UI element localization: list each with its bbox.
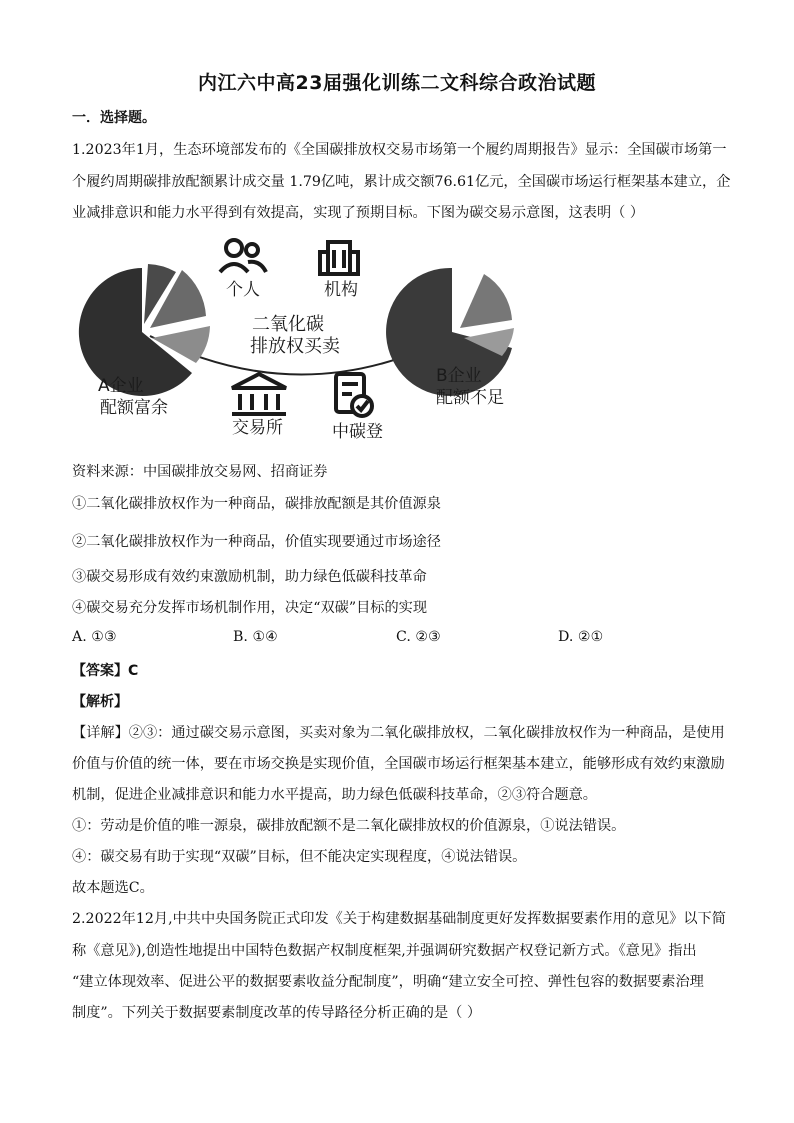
q2-stem-line: “建立体现效率、促进公平的数据要素收益分配制度”，明确“建立安全可控、弹性包容的数据要素治理 [72,974,704,990]
document-check-icon [336,374,372,416]
bank-icon [232,374,286,414]
label-registry: 中碳登 [332,422,383,442]
analysis-heading: 【解析】 [72,694,128,710]
detail-line: 机制，促进企业减排意识和能力水平提高，助力绿色低碳科技革命，②③符合题意。 [72,787,597,803]
label-institution: 机构 [324,280,358,300]
statement-item: ②二氧化碳排放权作为一种商品，价值实现要通过市场途径 [72,534,441,550]
detail-line: 【详解】②③：通过碳交易示意图，买卖对象为二氧化碳排放权，二氧化碳排放权作为一种商品，是使用 [72,725,725,741]
detail-line: ①：劳动是价值的唯一源泉，碳排放配额不是二氧化碳排放权的价值源泉，①说法错误。 [72,818,626,834]
detail-line: ④：碳交易有助于实现“双碳”目标，但不能决定实现程度，④说法错误。 [72,849,527,865]
q2-stem-line: 制度”。下列关于数据要素制度改革的传导路径分析正确的是（ ） [72,1005,482,1021]
q2-stem-line: 称《意见》),创造性地提出中国特色数据产权制度框架,并强调研究数据产权登记新方式。《意见》指出 [72,943,697,959]
statement-item: ③碳交易形成有效约束激励机制，助力绿色低碳科技革命 [72,569,427,585]
section-heading: 一．选择题。 [72,110,156,126]
figure-source: 资料来源：中国碳排放交易网、招商证券 [72,464,328,480]
option-d: D. ②① [558,629,604,645]
q1-stem-line: 业减排意识和能力水平得到有效提高，实现了预期目标。下图为碳交易示意图，这表明（ ） [72,205,645,221]
statement-item: ①二氧化碳排放权作为一种商品，碳排放配额是其价值源泉 [72,496,441,512]
option-c: C. ②③ [396,629,441,645]
detail-line: 价值与价值的统一体，要在市场交换是实现价值，全国碳市场运行框架基本建立，能够形成有效约束激励 [72,756,725,772]
option-a: A. ①③ [72,629,117,645]
detail-line: 故本题选C。 [72,880,154,896]
people-icon [220,240,266,272]
option-b: B. ①④ [233,629,278,645]
page-title: 内江六中高23届强化训练二文科综合政治试题 [198,72,596,94]
answer-line: 【答案】C [72,663,139,679]
q2-stem-line: 2.2022年12月,中共中央国务院正式印发《关于构建数据基础制度更好发挥数据要素作用的意见》以下简 [72,911,726,927]
label-a-company: A企业 [98,376,144,396]
statement-item: ④碳交易充分发挥市场机制作用，决定“双碳”目标的实现 [72,600,428,616]
building-icon [320,242,358,274]
label-b-company: B企业 [436,366,482,386]
label-individual: 个人 [226,280,260,300]
q1-stem-line: 1.2023年1月，生态环境部发布的《全国碳排放权交易市场第一个履约周期报告》显示：全国碳市场第一 [72,142,727,158]
label-b-shortage: 配额不足 [436,388,504,408]
label-a-surplus: 配额富余 [100,398,168,418]
q1-stem-line: 个履约周期碳排放配额累计成交量 1.79亿吨，累计成交额76.61亿元，全国碳市场运行框架基本建立，企 [72,174,731,190]
label-exchange: 交易所 [232,418,283,438]
label-carbon-line2: 排放权买卖 [250,336,340,357]
carbon-trading-diagram [72,228,532,450]
label-carbon-line1: 二氧化碳 [252,314,324,335]
